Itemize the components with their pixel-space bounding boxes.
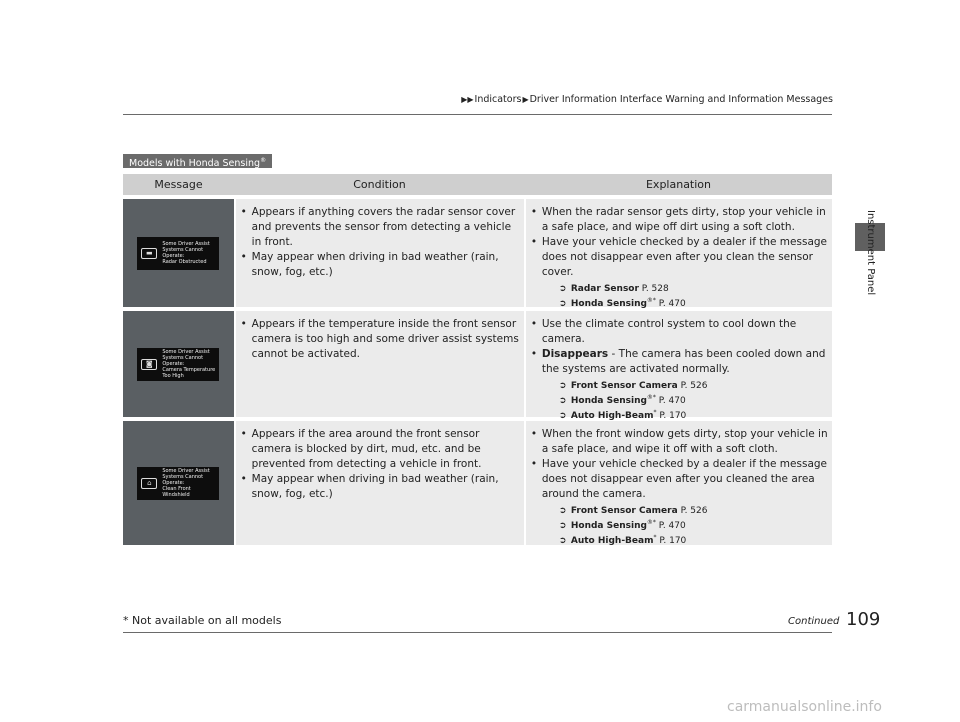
footer-rule [123,632,832,633]
list-item: • When the front window gets dirty, stop your vehicle in a safe place, and wipe it off with a soft cloth. [530,428,828,455]
list-item: • May appear when driving in bad weather (rain, snow, fog, etc.) [240,473,499,500]
camera-icon: ◙ [141,359,157,370]
display-screen [137,467,219,500]
reference-arrow-icon: ➲ [558,521,567,531]
windshield-camera-icon: ⌂ [141,478,157,489]
condition-cell [236,311,524,417]
message-image [123,421,234,545]
screen-message: Some Driver Assist Systems Cannot Operate: Clean Front Windshield [162,468,210,498]
reference-arrow-icon: ➲ [558,381,567,391]
message-image [123,199,234,307]
list-item: • Appears if the area around the front sensor camera is blocked by dirt, mud, etc. and be prevented from detecting a vehicle in front. [240,428,482,470]
table-header [123,174,832,195]
breadcrumb-arrow-icon: ▶ [522,95,529,104]
explanation-cell [526,199,832,307]
page-reference[interactable]: ➲ Front Sensor Camera P. 526 [558,506,708,516]
header-condition: Condition [353,178,406,191]
breadcrumb [0,94,833,105]
display-screen [137,237,219,270]
messages-table [123,174,832,545]
display-screen [137,348,219,381]
reference-arrow-icon: ➲ [558,396,567,406]
header-message: Message [154,178,203,191]
list-item: • Have your vehicle checked by a dealer if the message does not disappear even after you cleaned the area around the camera. [530,458,827,500]
continued-label: Continued [788,616,840,627]
page-reference[interactable]: ➲ Honda Sensing®* P. 470 [558,394,686,406]
message-image [123,311,234,417]
reference-arrow-icon: ➲ [558,536,567,546]
section-label: Instrument Panel [865,210,876,296]
breadcrumb-arrow-icon: ▶▶ [461,95,474,104]
watermark: carmanualsonline.info [727,699,882,715]
condition-cell [236,421,524,545]
breadcrumb-item[interactable]: Indicators [474,94,522,105]
explanation-cell [526,311,832,421]
list-item: • Appears if anything covers the radar sensor cover and prevents the sensor from detecting a vehicle in front. [240,206,516,248]
header-rule [123,114,832,115]
breadcrumb-item[interactable]: Driver Information Interface Warning and Information Messages [529,94,833,105]
list-item: • Use the climate control system to cool down the camera. [530,318,797,345]
page-reference[interactable]: ➲ Auto High-Beam* P. 170 [558,409,687,421]
radar-sensor-icon: ▬ [141,248,157,259]
screen-message: Some Driver Assist Systems Cannot Operate: Camera Temperature Too High [162,349,216,379]
header-explanation: Explanation [645,178,712,191]
table-row [123,199,832,307]
list-item: • When the radar sensor gets dirty, stop your vehicle in a safe place, and wipe off dirt using a soft cloth. [530,206,826,233]
page-number: 109 [846,609,881,630]
page-reference[interactable]: ➲ Honda Sensing®* P. 470 [558,297,686,309]
page-reference[interactable]: ➲ Radar Sensor P. 528 [558,284,669,294]
footnote: * Not available on all models [123,614,282,627]
reference-arrow-icon: ➲ [558,299,567,309]
page-reference[interactable]: ➲ Front Sensor Camera P. 526 [558,381,708,391]
table-row [123,311,832,421]
page-reference[interactable]: ➲ Auto High-Beam* P. 170 [558,534,687,546]
reference-arrow-icon: ➲ [558,506,567,516]
list-item: • Have your vehicle checked by a dealer if the message does not disappear even after you clean the sensor cover. [530,236,827,278]
screen-message: Some Driver Assist Systems Cannot Operate: Radar Obstructed [162,241,210,265]
reference-arrow-icon: ➲ [558,411,567,421]
list-item: • Appears if the temperature inside the front sensor camera is too high and some driver assist systems cannot be activated. [240,318,519,360]
list-item: • May appear when driving in bad weather (rain, snow, fog, etc.) [240,251,499,278]
page-reference[interactable]: ➲ Honda Sensing®* P. 470 [558,519,686,531]
list-item: • Disappears - The camera has been cooled down and the systems are activated normally. [530,348,826,375]
reference-arrow-icon: ➲ [558,284,567,294]
condition-cell [236,199,524,307]
explanation-cell [526,421,832,545]
models-badge: Models with Honda Sensing® [123,154,272,168]
table-row [123,421,832,545]
